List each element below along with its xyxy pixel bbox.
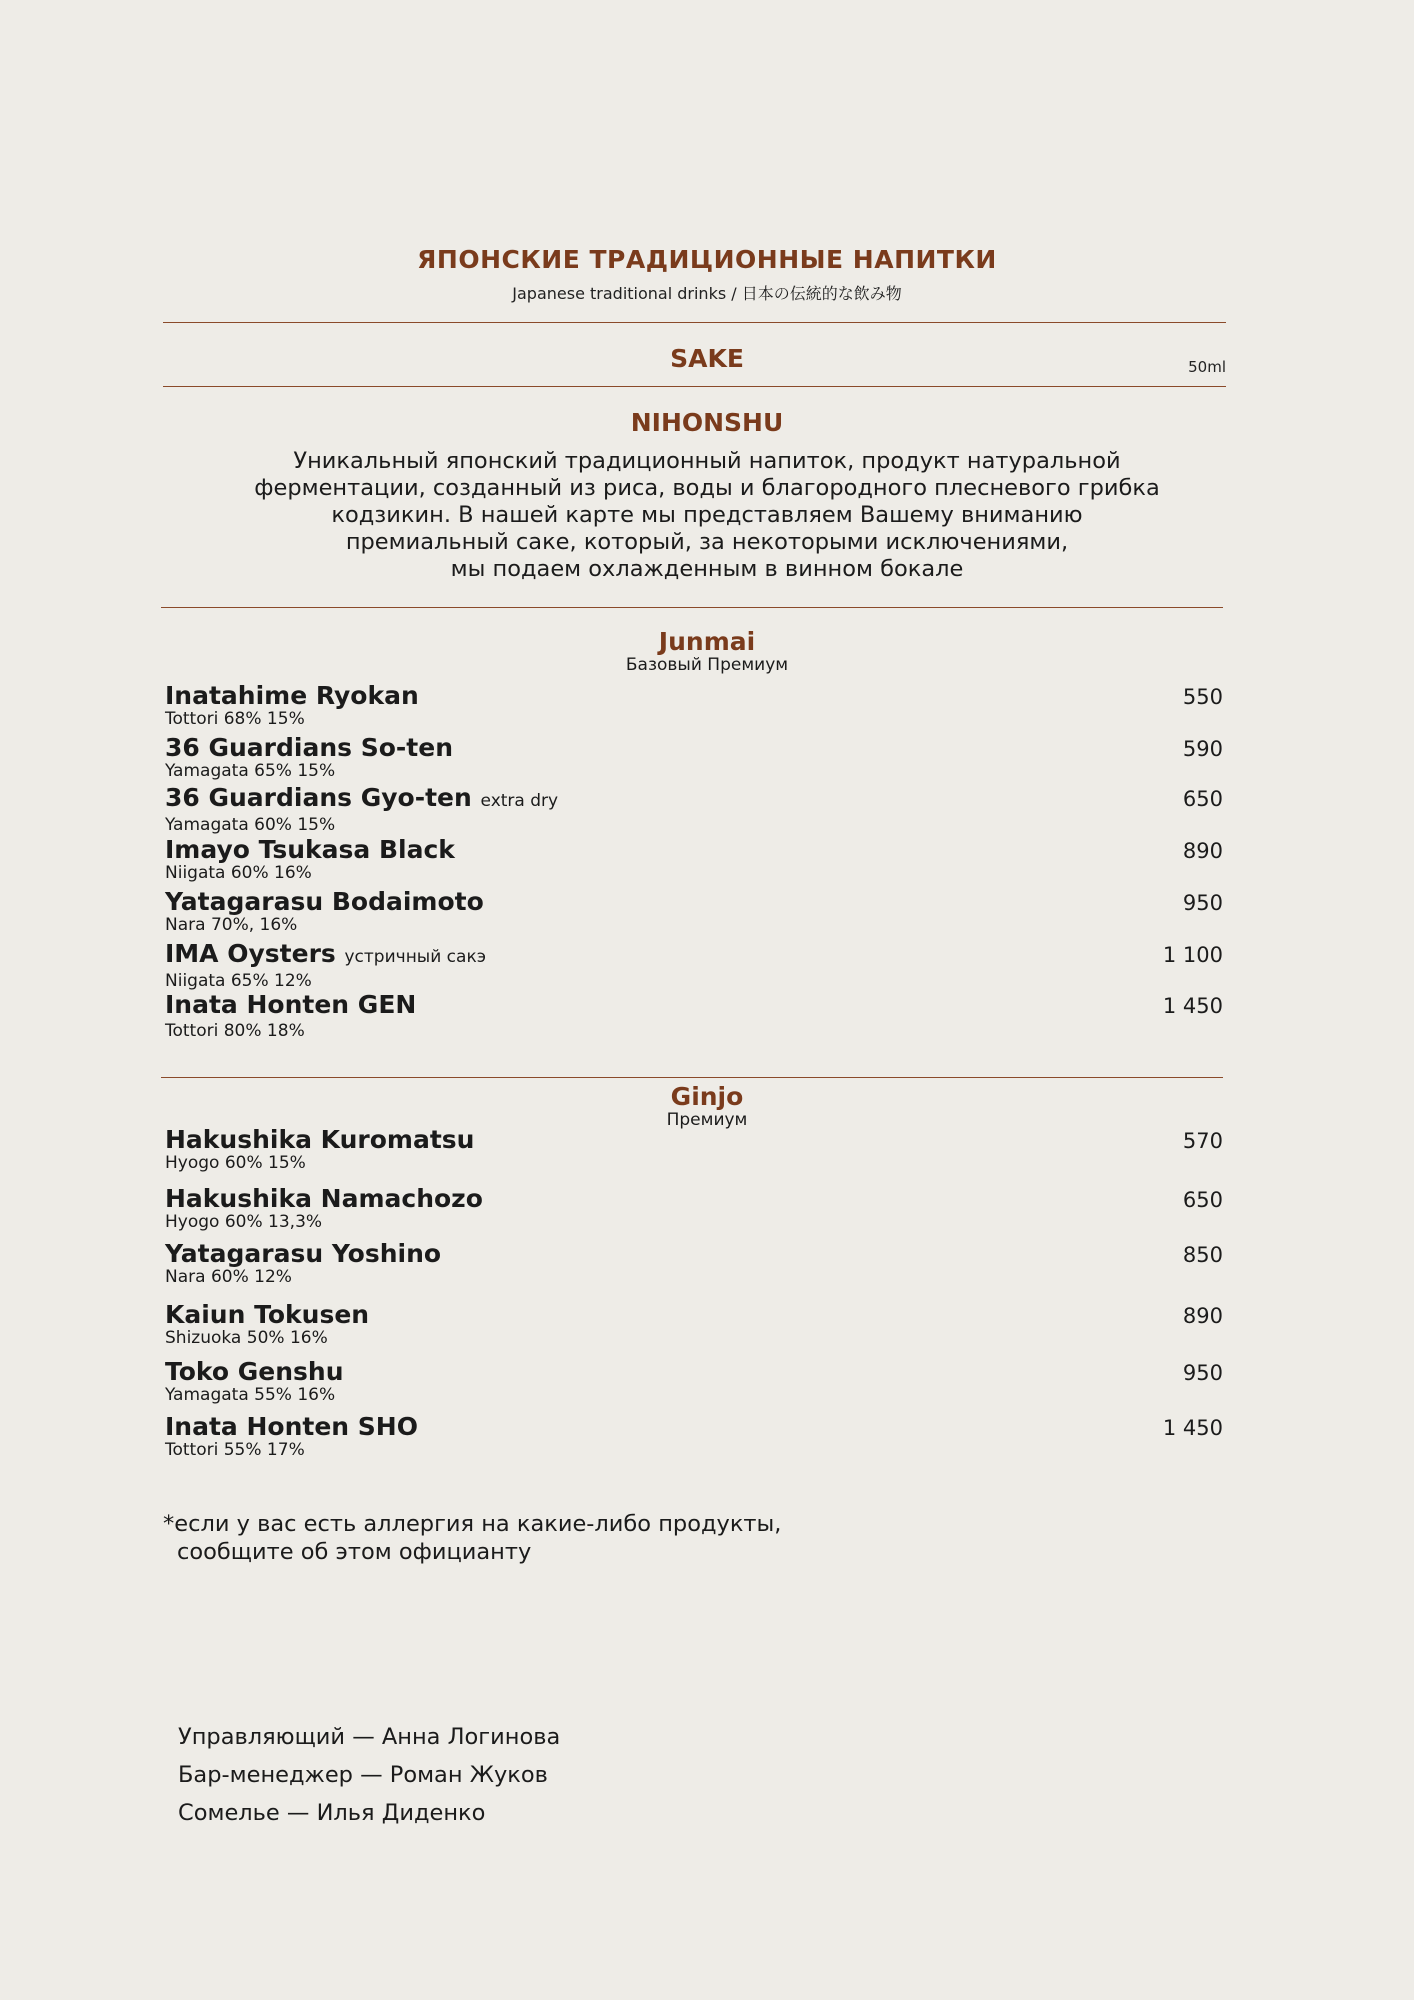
divider <box>161 1077 1223 1078</box>
item-note: устричный сакэ <box>344 947 487 967</box>
item-name-text: Inatahime Ryokan <box>165 681 419 710</box>
intro-line: ферментации, созданный из риса, воды и благородного плесневого грибка <box>254 475 1160 501</box>
item-name <box>165 784 1223 815</box>
item-origin: Yamagata 65% 15% <box>165 761 336 781</box>
item-origin: Tottori 80% 18% <box>165 1021 305 1041</box>
item-price: 1 100 <box>1162 943 1223 967</box>
item-origin: Nara 60% 12% <box>165 1267 292 1287</box>
item-name-text: Yatagarasu Bodaimoto <box>165 887 484 916</box>
divider <box>161 607 1223 608</box>
item-name-text: IMA Oysters <box>165 939 336 968</box>
intro-line: кодзикин. В нашей карте мы представляем Вашему вниманию <box>331 502 1083 528</box>
volume-label: 50ml <box>1188 358 1226 376</box>
item-name <box>165 734 1223 761</box>
item-origin: Nara 70%, 16% <box>165 915 298 935</box>
item-name: Yatagarasu Yoshino <box>165 1239 442 1268</box>
item-name: Toko Genshu <box>165 1357 344 1386</box>
item-name-text: Imayo Tsukasa Black <box>165 835 455 864</box>
category-subtitle-ginjo: Премиум <box>666 1110 748 1130</box>
item-price: 890 <box>1182 1304 1223 1328</box>
list-item <box>165 1126 1223 1173</box>
list-item <box>165 1413 1223 1460</box>
item-name <box>165 682 1223 709</box>
item-price: 890 <box>1182 839 1223 863</box>
item-name <box>165 991 1223 1018</box>
item-price: 950 <box>1182 1361 1223 1385</box>
item-name <box>165 940 1223 971</box>
item-origin: Hyogo 60% 15% <box>165 1153 306 1173</box>
item-origin: Shizuoka 50% 16% <box>165 1328 328 1348</box>
category-subtitle-junmai: Базовый Премиум <box>625 655 789 675</box>
intro-line: мы подаем охлажденным в винном бокале <box>450 556 964 582</box>
item-name: Hakushika Namachozo <box>165 1184 483 1213</box>
list-item <box>165 734 1223 781</box>
staff-manager: Управляющий — Анна Логинова <box>178 1724 561 1750</box>
item-name-text: 36 Guardians Gyo-ten <box>165 783 472 812</box>
list-item <box>165 784 1223 835</box>
list-item <box>165 682 1223 729</box>
page-subtitle: Japanese traditional drinks / 日本の伝統的な飲み物 <box>512 284 902 303</box>
item-origin: Hyogo 60% 13,3% <box>165 1212 323 1232</box>
category-title-junmai: Junmai <box>658 627 756 656</box>
list-item <box>165 1358 1223 1405</box>
list-item <box>165 1185 1223 1232</box>
allergy-line: *если у вас есть аллергия на какие-либо продукты, <box>163 1511 782 1537</box>
item-name: Inata Honten SHO <box>165 1412 418 1441</box>
item-origin: Yamagata 60% 15% <box>165 815 336 835</box>
allergy-note <box>163 1510 781 1566</box>
item-origin: Tottori 55% 17% <box>165 1440 305 1460</box>
divider <box>163 386 1226 387</box>
item-price: 570 <box>1182 1129 1223 1153</box>
list-item <box>165 836 1223 883</box>
intro-description <box>160 448 1254 583</box>
item-name-text: Inata Honten GEN <box>165 990 417 1019</box>
item-price: 1 450 <box>1162 994 1223 1018</box>
item-price: 590 <box>1182 737 1223 761</box>
item-price: 550 <box>1182 685 1223 709</box>
intro-line: Уникальный японский традиционный напиток, продукт натуральной <box>293 448 1121 474</box>
list-item <box>165 1240 1223 1287</box>
item-price: 1 450 <box>1162 1416 1223 1440</box>
category-title-ginjo: Ginjo <box>670 1082 744 1111</box>
item-price: 850 <box>1182 1243 1223 1267</box>
item-name <box>165 836 1223 863</box>
item-price: 950 <box>1182 891 1223 915</box>
item-note: extra dry <box>480 791 559 811</box>
item-origin: Niigata 65% 12% <box>165 971 312 991</box>
intro-line: премиальный саке, который, за некоторыми исключениями, <box>345 529 1069 555</box>
item-name: Kaiun Tokusen <box>165 1300 370 1329</box>
list-item <box>165 940 1223 991</box>
item-price: 650 <box>1182 787 1223 811</box>
list-item <box>165 888 1223 935</box>
staff-bar-manager: Бар-менеджер — Роман Жуков <box>178 1762 548 1788</box>
list-item <box>165 991 1223 1041</box>
item-origin: Tottori 68% 15% <box>165 709 305 729</box>
item-name-text: 36 Guardians So-ten <box>165 733 453 762</box>
item-origin: Yamagata 55% 16% <box>165 1385 336 1405</box>
allergy-line: сообщите об этом официанту <box>177 1539 532 1565</box>
list-item <box>165 1301 1223 1348</box>
page-title: ЯПОНСКИЕ ТРАДИЦИОННЫЕ НАПИТКИ <box>417 245 997 274</box>
item-name: Hakushika Kuromatsu <box>165 1125 475 1154</box>
divider <box>163 322 1226 323</box>
staff-sommelier: Сомелье — Илья Диденко <box>178 1800 486 1826</box>
item-name <box>165 888 1223 915</box>
item-price: 650 <box>1182 1188 1223 1212</box>
item-origin: Niigata 60% 16% <box>165 863 312 883</box>
section-title: SAKE <box>670 344 744 373</box>
intro-title: NIHONSHU <box>630 408 784 437</box>
